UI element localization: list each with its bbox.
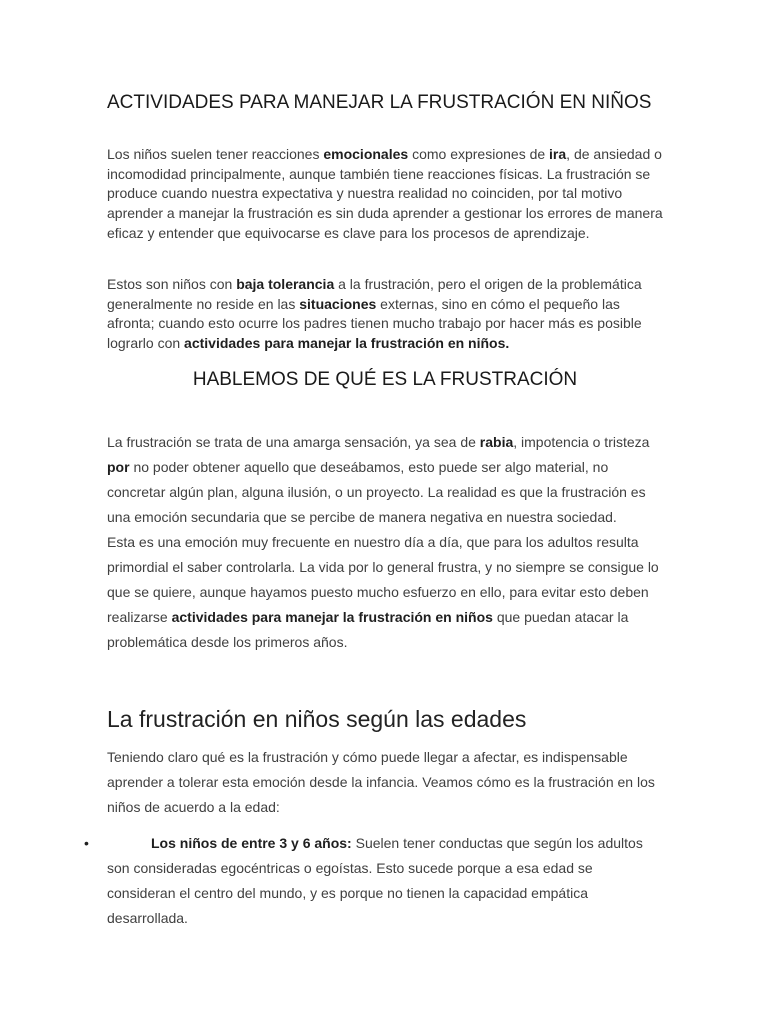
text-run: Esta es una emoción muy frecuente en nuestro día a día, que para los adultos resulta primordial el saber controlarla. La vida por lo general frustra, y no siempre se consigue lo que se quiere, aunque hayamos puesto mucho esfuerzo en ello, para evitar esto deben realizarse bbox=[107, 534, 659, 625]
text-run: que puedan atacar la problemática desde los primeros años. bbox=[107, 609, 629, 650]
list-item bbox=[107, 831, 663, 931]
text-run: Suelen tener conductas que según los adultos son consideradas egocéntricas o egoístas. Esto sucede porque a esa edad se consideran el centro del mundo, y es porque no tienen la capacidad empática desarrollada. bbox=[107, 835, 643, 926]
bold-term: actividades para manejar la frustración en niños bbox=[171, 609, 493, 625]
definition-paragraph bbox=[107, 430, 663, 655]
text-run: Los niños suelen tener reacciones bbox=[107, 146, 324, 162]
text-run: externas, sino en cómo el pequeño las afronta; cuando esto ocurre los padres tienen mucho trabajo por hacer más es posible lograrlo con bbox=[107, 295, 642, 352]
bullet-marker: • bbox=[84, 835, 89, 851]
section-heading-what: HABLEMOS DE QUÉ ES LA FRUSTRACIÓN bbox=[192, 369, 578, 390]
bold-term: rabia bbox=[479, 434, 514, 450]
bold-term: Los niños de entre 3 y 6 años: bbox=[151, 835, 352, 851]
bold-term: actividades para manejar la frustración en niños. bbox=[184, 335, 510, 352]
bold-term: baja tolerancia bbox=[236, 276, 335, 292]
bold-term: por bbox=[107, 459, 130, 475]
text-run: como expresiones de bbox=[408, 146, 550, 162]
ages-intro-paragraph: Teniendo claro qué es la frustración y cómo puede llegar a afectar, es indispensable aprender a tolerar esta emoción desde la infancia. Veamos cómo es la frustración en los niños de acuerdo a la edad: bbox=[107, 749, 655, 815]
text-run: , de ansiedad o incomodidad principalmente, aunque también tiene reacciones físicas. La frustración se produce cuando nuestra expectativa y nuestra realidad no coinciden, por tal motivo aprender a manejar la frustración es sin duda aprender a gestionar los errores de manera eficaz y entender que equivocarse es clave para los procesos de aprendizaje. bbox=[107, 146, 663, 241]
text-run: La frustración se trata de una amarga sensación, ya sea de bbox=[107, 434, 480, 450]
bold-term: situaciones bbox=[299, 295, 377, 312]
page-title: ACTIVIDADES PARA MANEJAR LA FRUSTRACIÓN EN NIÑOS bbox=[107, 92, 652, 113]
bold-term: ira bbox=[549, 146, 567, 162]
intro-paragraph bbox=[107, 145, 663, 244]
text-run: a la frustración, pero el origen de la problemática generalmente no reside en las bbox=[107, 276, 642, 312]
text-run: Estos son niños con bbox=[107, 276, 237, 292]
section-heading-ages: La frustración en niños según las edades bbox=[107, 706, 527, 732]
tolerance-paragraph bbox=[107, 275, 663, 354]
text-run: no poder obtener aquello que deseábamos, esto puede ser algo material, no concretar algún plan, alguna ilusión, o un proyecto. La realidad es que la frustración es una emoción secundaria que se percibe de manera negativa en nuestra sociedad. bbox=[107, 459, 646, 525]
bold-term: emocionales bbox=[323, 146, 409, 162]
text-run: , impotencia o tristeza bbox=[513, 434, 650, 450]
